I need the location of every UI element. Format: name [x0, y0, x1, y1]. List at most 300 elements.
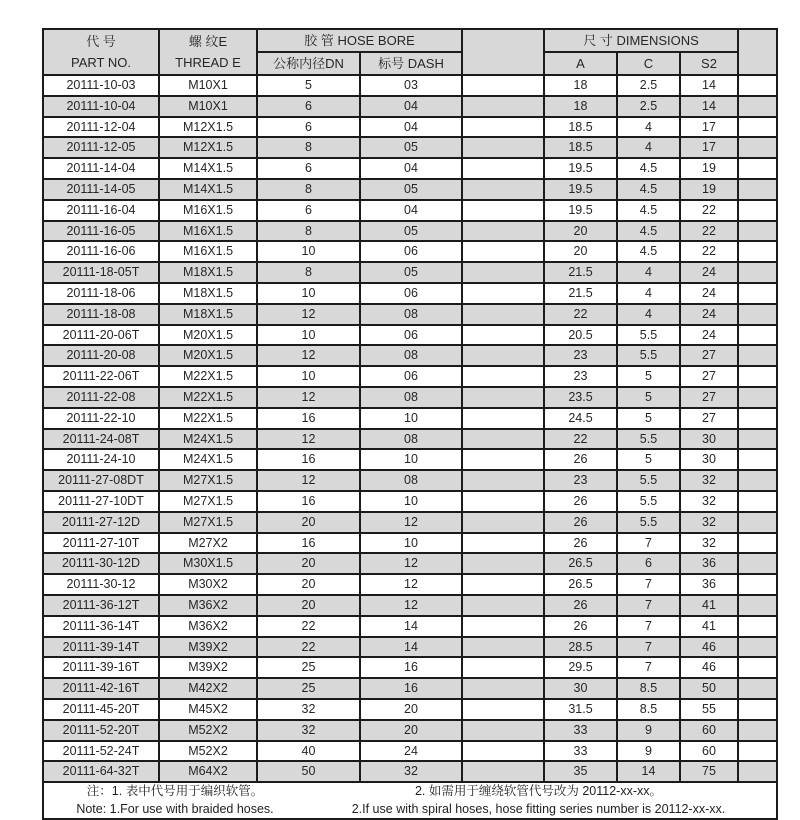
table-row — [43, 637, 777, 658]
cell-spacer-2 — [738, 616, 777, 637]
cell-spacer-2 — [738, 96, 777, 117]
table-row — [43, 741, 777, 762]
cell-spacer-2 — [738, 512, 777, 533]
table-row — [43, 304, 777, 325]
cell-thread-e: M22X1.5 — [159, 387, 257, 408]
cell-dn: 6 — [257, 96, 360, 117]
cell-dash: 16 — [360, 657, 462, 678]
table-row — [43, 512, 777, 533]
cell-spacer-1 — [462, 720, 544, 741]
cell-s2: 30 — [680, 449, 738, 470]
cell-dash: 04 — [360, 96, 462, 117]
cell-dn: 6 — [257, 200, 360, 221]
cell-c: 4 — [617, 262, 680, 283]
cell-part-no: 20111-18-05T — [43, 262, 159, 283]
cell-spacer-2 — [738, 137, 777, 158]
cell-dn: 10 — [257, 241, 360, 262]
cell-thread-e: M52X2 — [159, 741, 257, 762]
cell-spacer-1 — [462, 761, 544, 782]
cell-spacer-1 — [462, 179, 544, 200]
cell-a: 18 — [544, 75, 617, 96]
cell-c: 5 — [617, 449, 680, 470]
cell-spacer-1 — [462, 616, 544, 637]
cell-spacer-2 — [738, 553, 777, 574]
cell-spacer-2 — [738, 657, 777, 678]
cell-spacer-2 — [738, 574, 777, 595]
cell-c: 4 — [617, 117, 680, 138]
cell-thread-e: M18X1.5 — [159, 304, 257, 325]
cell-spacer-2 — [738, 179, 777, 200]
cell-part-no: 20111-36-14T — [43, 616, 159, 637]
table-row — [43, 283, 777, 304]
cell-s2: 22 — [680, 200, 738, 221]
note-line-en — [44, 801, 776, 819]
cell-dash: 16 — [360, 678, 462, 699]
cell-c: 4 — [617, 283, 680, 304]
cell-dash: 20 — [360, 720, 462, 741]
cell-part-no: 20111-14-05 — [43, 179, 159, 200]
cell-thread-e: M20X1.5 — [159, 345, 257, 366]
cell-a: 31.5 — [544, 699, 617, 720]
cell-c: 7 — [617, 657, 680, 678]
cell-part-no: 20111-24-10 — [43, 449, 159, 470]
cell-spacer-1 — [462, 75, 544, 96]
cell-c: 9 — [617, 720, 680, 741]
table-row — [43, 75, 777, 96]
cell-spacer-1 — [462, 200, 544, 221]
cell-part-no: 20111-27-12D — [43, 512, 159, 533]
cell-spacer-1 — [462, 699, 544, 720]
cell-dn: 12 — [257, 429, 360, 450]
cell-dn: 20 — [257, 553, 360, 574]
cell-dn: 8 — [257, 262, 360, 283]
note-line-zh — [44, 783, 776, 801]
cell-a: 23 — [544, 470, 617, 491]
cell-spacer-1 — [462, 221, 544, 242]
cell-s2: 27 — [680, 345, 738, 366]
cell-part-no: 20111-22-06T — [43, 366, 159, 387]
header-dim-c: C — [617, 52, 680, 75]
cell-dn: 25 — [257, 678, 360, 699]
cell-thread-e: M14X1.5 — [159, 179, 257, 200]
cell-s2: 19 — [680, 179, 738, 200]
cell-spacer-1 — [462, 429, 544, 450]
cell-thread-e: M27X1.5 — [159, 470, 257, 491]
cell-dash: 04 — [360, 158, 462, 179]
header-thread-zh: 螺 纹E — [188, 34, 228, 49]
cell-spacer-1 — [462, 96, 544, 117]
cell-spacer-1 — [462, 491, 544, 512]
table-row — [43, 200, 777, 221]
cell-c: 5.5 — [617, 512, 680, 533]
cell-part-no: 20111-22-10 — [43, 408, 159, 429]
cell-dn: 50 — [257, 761, 360, 782]
cell-spacer-2 — [738, 262, 777, 283]
cell-dash: 10 — [360, 491, 462, 512]
cell-dn: 8 — [257, 221, 360, 242]
cell-c: 2.5 — [617, 75, 680, 96]
cell-spacer-2 — [738, 533, 777, 554]
cell-s2: 22 — [680, 241, 738, 262]
cell-spacer-1 — [462, 241, 544, 262]
table-row — [43, 262, 777, 283]
cell-thread-e: M16X1.5 — [159, 241, 257, 262]
cell-thread-e: M27X1.5 — [159, 491, 257, 512]
cell-dn: 12 — [257, 470, 360, 491]
cell-a: 29.5 — [544, 657, 617, 678]
cell-thread-e: M27X1.5 — [159, 512, 257, 533]
cell-c: 8.5 — [617, 678, 680, 699]
cell-dn: 20 — [257, 574, 360, 595]
cell-thread-e: M18X1.5 — [159, 283, 257, 304]
cell-s2: 41 — [680, 595, 738, 616]
cell-spacer-1 — [462, 574, 544, 595]
cell-dn: 12 — [257, 345, 360, 366]
cell-a: 26 — [544, 595, 617, 616]
note-en-part1: Note: 1.For use with braided hoses. — [76, 801, 274, 816]
cell-dn: 8 — [257, 179, 360, 200]
cell-a: 30 — [544, 678, 617, 699]
cell-c: 4 — [617, 304, 680, 325]
table-row — [43, 449, 777, 470]
cell-a: 21.5 — [544, 262, 617, 283]
cell-s2: 17 — [680, 117, 738, 138]
cell-a: 18 — [544, 96, 617, 117]
cell-dash: 14 — [360, 637, 462, 658]
cell-spacer-2 — [738, 75, 777, 96]
cell-c: 7 — [617, 574, 680, 595]
cell-spacer-2 — [738, 304, 777, 325]
cell-dash: 08 — [360, 345, 462, 366]
cell-thread-e: M39X2 — [159, 637, 257, 658]
cell-s2: 32 — [680, 512, 738, 533]
cell-dash: 05 — [360, 221, 462, 242]
cell-dash: 20 — [360, 699, 462, 720]
cell-c: 5 — [617, 387, 680, 408]
cell-spacer-1 — [462, 533, 544, 554]
cell-spacer-2 — [738, 595, 777, 616]
table-row — [43, 574, 777, 595]
cell-s2: 27 — [680, 387, 738, 408]
cell-s2: 55 — [680, 699, 738, 720]
cell-thread-e: M36X2 — [159, 595, 257, 616]
table-row — [43, 616, 777, 637]
table-row — [43, 345, 777, 366]
cell-a: 28.5 — [544, 637, 617, 658]
cell-c: 4.5 — [617, 200, 680, 221]
cell-thread-e: M10X1 — [159, 96, 257, 117]
table-row — [43, 158, 777, 179]
cell-dn: 16 — [257, 491, 360, 512]
header-spacer-1 — [462, 29, 544, 75]
cell-part-no: 20111-14-04 — [43, 158, 159, 179]
cell-dn: 10 — [257, 366, 360, 387]
cell-dn: 32 — [257, 699, 360, 720]
cell-part-no: 20111-52-24T — [43, 741, 159, 762]
header-thread — [159, 29, 257, 75]
table-row — [43, 408, 777, 429]
cell-c: 4.5 — [617, 221, 680, 242]
header-dash: 标号 DASH — [360, 52, 462, 75]
cell-spacer-1 — [462, 470, 544, 491]
cell-s2: 14 — [680, 96, 738, 117]
note-zh-part1: 注：1. 表中代号用于编织软管。 — [86, 784, 264, 799]
cell-part-no: 20111-18-08 — [43, 304, 159, 325]
header-hose-bore-group: 胶 管 HOSE BORE — [257, 29, 462, 52]
cell-a: 33 — [544, 741, 617, 762]
cell-thread-e: M20X1.5 — [159, 325, 257, 346]
cell-spacer-2 — [738, 158, 777, 179]
cell-thread-e: M10X1 — [159, 75, 257, 96]
cell-dash: 24 — [360, 741, 462, 762]
cell-s2: 27 — [680, 366, 738, 387]
cell-part-no: 20111-36-12T — [43, 595, 159, 616]
cell-part-no: 20111-30-12 — [43, 574, 159, 595]
cell-a: 26.5 — [544, 574, 617, 595]
cell-c: 7 — [617, 533, 680, 554]
cell-spacer-2 — [738, 449, 777, 470]
table-row — [43, 533, 777, 554]
cell-spacer-1 — [462, 637, 544, 658]
cell-c: 5.5 — [617, 491, 680, 512]
cell-s2: 75 — [680, 761, 738, 782]
cell-c: 6 — [617, 553, 680, 574]
cell-a: 18.5 — [544, 137, 617, 158]
cell-dash: 06 — [360, 366, 462, 387]
table-row — [43, 137, 777, 158]
table-row — [43, 761, 777, 782]
cell-dn: 12 — [257, 304, 360, 325]
note-en-part2: 2.If use with spiral hoses, hose fitting series number is 20112-xx-xx. — [351, 801, 726, 816]
cell-s2: 19 — [680, 158, 738, 179]
cell-s2: 32 — [680, 491, 738, 512]
cell-dash: 12 — [360, 574, 462, 595]
cell-c: 5.5 — [617, 325, 680, 346]
cell-thread-e: M36X2 — [159, 616, 257, 637]
table-footnotes — [43, 782, 777, 819]
cell-spacer-1 — [462, 657, 544, 678]
cell-dn: 10 — [257, 283, 360, 304]
cell-dash: 05 — [360, 262, 462, 283]
cell-dn: 40 — [257, 741, 360, 762]
cell-dn: 16 — [257, 449, 360, 470]
cell-dn: 10 — [257, 325, 360, 346]
cell-thread-e: M27X2 — [159, 533, 257, 554]
cell-dn: 20 — [257, 512, 360, 533]
cell-part-no: 20111-27-08DT — [43, 470, 159, 491]
cell-spacer-2 — [738, 241, 777, 262]
footnote-row — [43, 782, 777, 819]
cell-dn: 22 — [257, 616, 360, 637]
cell-a: 26.5 — [544, 553, 617, 574]
cell-s2: 24 — [680, 283, 738, 304]
table-row — [43, 179, 777, 200]
cell-dash: 08 — [360, 429, 462, 450]
cell-a: 20 — [544, 241, 617, 262]
cell-s2: 60 — [680, 720, 738, 741]
cell-a: 22 — [544, 429, 617, 450]
cell-s2: 14 — [680, 75, 738, 96]
table-row — [43, 720, 777, 741]
cell-part-no: 20111-10-04 — [43, 96, 159, 117]
cell-c: 7 — [617, 616, 680, 637]
cell-part-no: 20111-16-05 — [43, 221, 159, 242]
table-row — [43, 657, 777, 678]
cell-part-no: 20111-27-10DT — [43, 491, 159, 512]
cell-s2: 41 — [680, 616, 738, 637]
cell-s2: 22 — [680, 221, 738, 242]
cell-dash: 10 — [360, 449, 462, 470]
header-spacer-2 — [738, 29, 777, 75]
cell-spacer-1 — [462, 512, 544, 533]
cell-spacer-2 — [738, 761, 777, 782]
cell-a: 26 — [544, 491, 617, 512]
cell-spacer-1 — [462, 262, 544, 283]
cell-a: 19.5 — [544, 179, 617, 200]
header-dim-s2: S2 — [680, 52, 738, 75]
cell-thread-e: M12X1.5 — [159, 117, 257, 138]
cell-thread-e: M64X2 — [159, 761, 257, 782]
cell-a: 26 — [544, 616, 617, 637]
cell-thread-e: M30X1.5 — [159, 553, 257, 574]
cell-spacer-2 — [738, 637, 777, 658]
cell-c: 7 — [617, 595, 680, 616]
cell-dn: 16 — [257, 533, 360, 554]
cell-spacer-1 — [462, 117, 544, 138]
cell-c: 4 — [617, 137, 680, 158]
cell-dash: 12 — [360, 512, 462, 533]
header-part-no-en: PART NO. — [71, 55, 131, 70]
cell-part-no: 20111-12-05 — [43, 137, 159, 158]
table-row — [43, 429, 777, 450]
cell-thread-e: M12X1.5 — [159, 137, 257, 158]
cell-dash: 04 — [360, 117, 462, 138]
cell-spacer-1 — [462, 366, 544, 387]
cell-part-no: 20111-39-14T — [43, 637, 159, 658]
cell-thread-e: M22X1.5 — [159, 366, 257, 387]
cell-spacer-2 — [738, 200, 777, 221]
cell-thread-e: M16X1.5 — [159, 221, 257, 242]
cell-s2: 24 — [680, 325, 738, 346]
cell-dash: 10 — [360, 408, 462, 429]
cell-thread-e: M24X1.5 — [159, 429, 257, 450]
cell-dash: 14 — [360, 616, 462, 637]
cell-spacer-2 — [738, 429, 777, 450]
cell-thread-e: M42X2 — [159, 678, 257, 699]
cell-a: 21.5 — [544, 283, 617, 304]
cell-spacer-1 — [462, 345, 544, 366]
cell-a: 18.5 — [544, 117, 617, 138]
cell-part-no: 20111-22-08 — [43, 387, 159, 408]
cell-thread-e: M45X2 — [159, 699, 257, 720]
cell-spacer-1 — [462, 304, 544, 325]
cell-a: 19.5 — [544, 200, 617, 221]
cell-c: 4.5 — [617, 158, 680, 179]
cell-spacer-1 — [462, 408, 544, 429]
table-header — [43, 29, 777, 75]
cell-dn: 5 — [257, 75, 360, 96]
cell-c: 14 — [617, 761, 680, 782]
table-row — [43, 117, 777, 138]
table-row — [43, 96, 777, 117]
cell-spacer-1 — [462, 325, 544, 346]
cell-c: 5 — [617, 408, 680, 429]
cell-dash: 06 — [360, 283, 462, 304]
cell-dash: 05 — [360, 137, 462, 158]
cell-c: 5.5 — [617, 429, 680, 450]
cell-thread-e: M30X2 — [159, 574, 257, 595]
cell-part-no: 20111-24-08T — [43, 429, 159, 450]
cell-dn: 32 — [257, 720, 360, 741]
header-part-no-zh: 代 号 — [86, 34, 116, 49]
cell-part-no: 20111-39-16T — [43, 657, 159, 678]
table-row — [43, 553, 777, 574]
cell-s2: 24 — [680, 262, 738, 283]
cell-a: 20.5 — [544, 325, 617, 346]
cell-a: 23.5 — [544, 387, 617, 408]
cell-dash: 08 — [360, 387, 462, 408]
cell-thread-e: M22X1.5 — [159, 408, 257, 429]
cell-spacer-2 — [738, 720, 777, 741]
cell-spacer-2 — [738, 283, 777, 304]
cell-dash: 10 — [360, 533, 462, 554]
cell-part-no: 20111-42-16T — [43, 678, 159, 699]
header-thread-en: THREAD E — [175, 55, 241, 70]
cell-spacer-2 — [738, 221, 777, 242]
cell-s2: 50 — [680, 678, 738, 699]
table-row — [43, 470, 777, 491]
cell-spacer-2 — [738, 408, 777, 429]
header-row-group — [43, 29, 777, 52]
cell-spacer-1 — [462, 449, 544, 470]
cell-spacer-2 — [738, 491, 777, 512]
cell-part-no: 20111-20-06T — [43, 325, 159, 346]
hose-fitting-spec-table — [42, 28, 778, 820]
cell-spacer-2 — [738, 366, 777, 387]
cell-c: 2.5 — [617, 96, 680, 117]
cell-part-no: 20111-20-08 — [43, 345, 159, 366]
cell-spacer-1 — [462, 283, 544, 304]
cell-dn: 16 — [257, 408, 360, 429]
cell-a: 19.5 — [544, 158, 617, 179]
cell-c: 7 — [617, 637, 680, 658]
cell-spacer-2 — [738, 325, 777, 346]
cell-s2: 32 — [680, 470, 738, 491]
cell-spacer-1 — [462, 387, 544, 408]
cell-spacer-1 — [462, 595, 544, 616]
table-body — [43, 75, 777, 782]
cell-dn: 6 — [257, 117, 360, 138]
note-zh-part2: 2. 如需用于缠绕软管代号改为 20112-xx-xx。 — [414, 784, 663, 799]
cell-s2: 17 — [680, 137, 738, 158]
cell-dn: 22 — [257, 637, 360, 658]
cell-part-no: 20111-12-04 — [43, 117, 159, 138]
header-dimensions-group: 尺 寸 DIMENSIONS — [544, 29, 738, 52]
cell-spacer-2 — [738, 699, 777, 720]
table-row — [43, 699, 777, 720]
cell-s2: 30 — [680, 429, 738, 450]
cell-thread-e: M39X2 — [159, 657, 257, 678]
table-row — [43, 595, 777, 616]
cell-s2: 32 — [680, 533, 738, 554]
cell-s2: 60 — [680, 741, 738, 762]
cell-spacer-1 — [462, 158, 544, 179]
cell-a: 20 — [544, 221, 617, 242]
cell-thread-e: M16X1.5 — [159, 200, 257, 221]
cell-s2: 24 — [680, 304, 738, 325]
cell-a: 24.5 — [544, 408, 617, 429]
cell-c: 5.5 — [617, 470, 680, 491]
